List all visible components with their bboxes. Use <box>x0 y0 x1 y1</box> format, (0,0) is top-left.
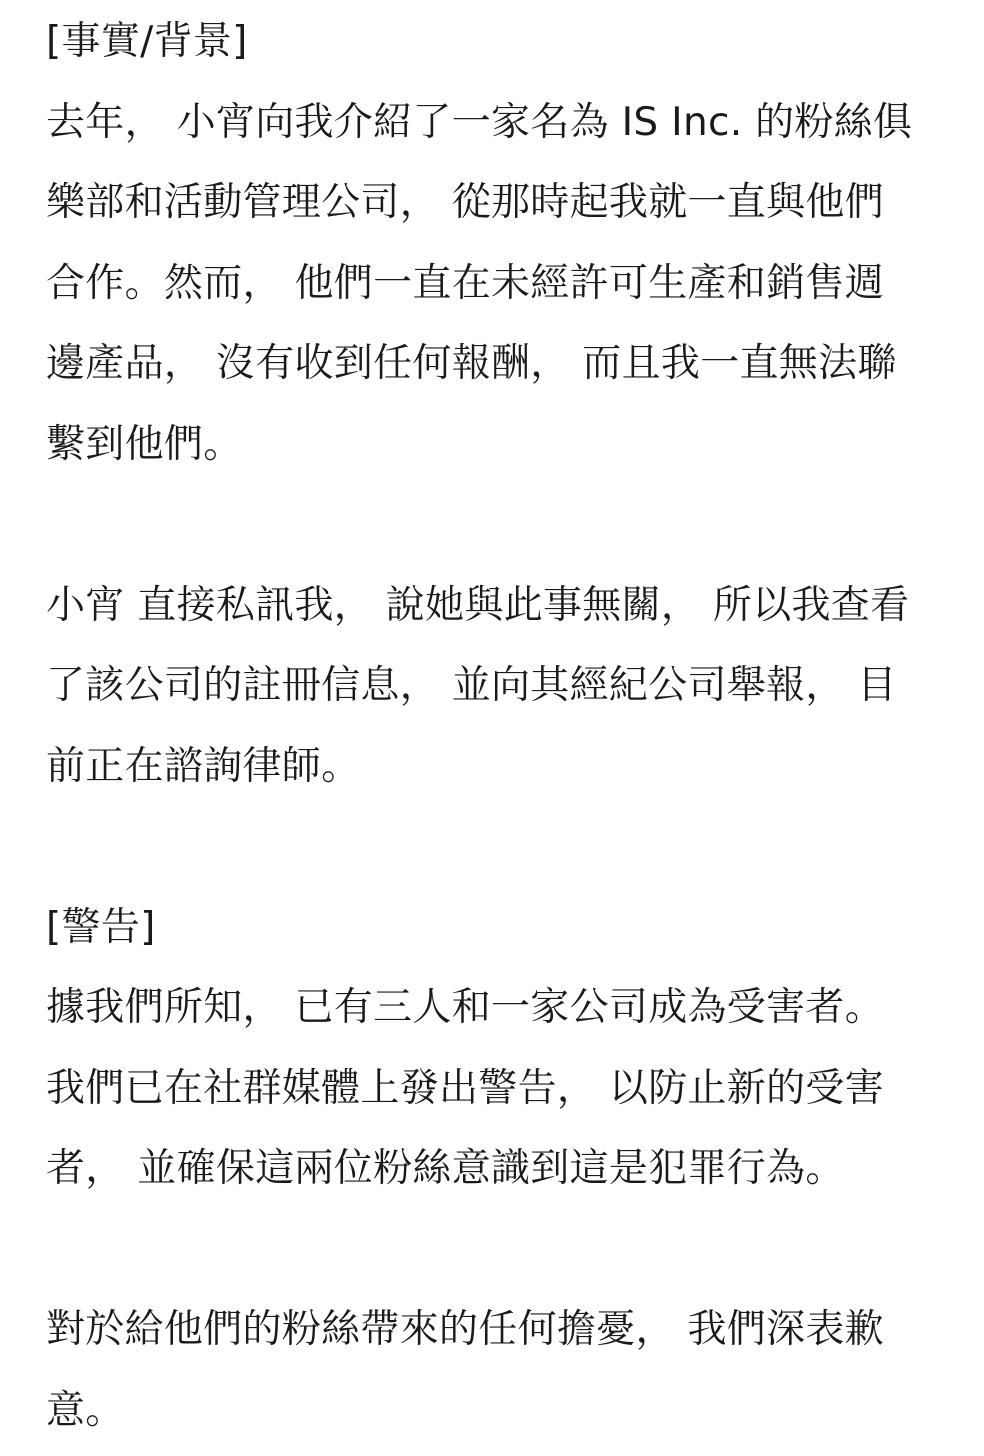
text-line: 前正在諮詢律師。 <box>46 743 361 789</box>
background-paragraph-2 <box>46 566 966 808</box>
text-line: 繫到他們。 <box>46 421 243 467</box>
text-line: 據我們所知， 已有三人和一家公司成為受害者。 <box>46 985 884 1030</box>
apology-paragraph <box>46 1290 966 1451</box>
text-line: 去年， 小宵向我介紹了一家名為 IS Inc. 的粉絲俱 <box>46 99 913 145</box>
text-line: 小宵 直接私訊我， 說她與此事無關， 所以我查看 <box>46 582 910 628</box>
paragraph-spacer <box>46 485 966 566</box>
text-line: 意。 <box>46 1387 125 1433</box>
warning-paragraph <box>46 968 966 1210</box>
text-line: 邊產品， 沒有收到任何報酬， 而且我一直無法聯 <box>46 341 897 386</box>
paragraph-spacer <box>46 1210 966 1291</box>
text-line: 對於給他們的粉絲帶來的任何擔憂， 我們深表歉 <box>46 1307 884 1352</box>
document-body <box>46 2 966 1451</box>
paragraph-spacer <box>46 807 966 888</box>
background-paragraph-1 <box>46 83 966 486</box>
warning-heading: [警告] <box>46 904 156 950</box>
text-line: 了該公司的註冊信息， 並向其經紀公司舉報， 目 <box>46 663 897 708</box>
background-heading: [事實/背景] <box>46 19 248 64</box>
text-line: 樂部和活動管理公司， 從那時起我就一直與他們 <box>46 180 884 225</box>
text-line: 我們已在社群媒體上發出警告， 以防止新的受害 <box>46 1065 884 1111</box>
text-line: 合作。然而， 他們一直在未經許可生產和銷售週 <box>46 260 884 306</box>
text-line: 者， 並確保這兩位粉絲意識到這是犯罪行為。 <box>46 1146 845 1191</box>
